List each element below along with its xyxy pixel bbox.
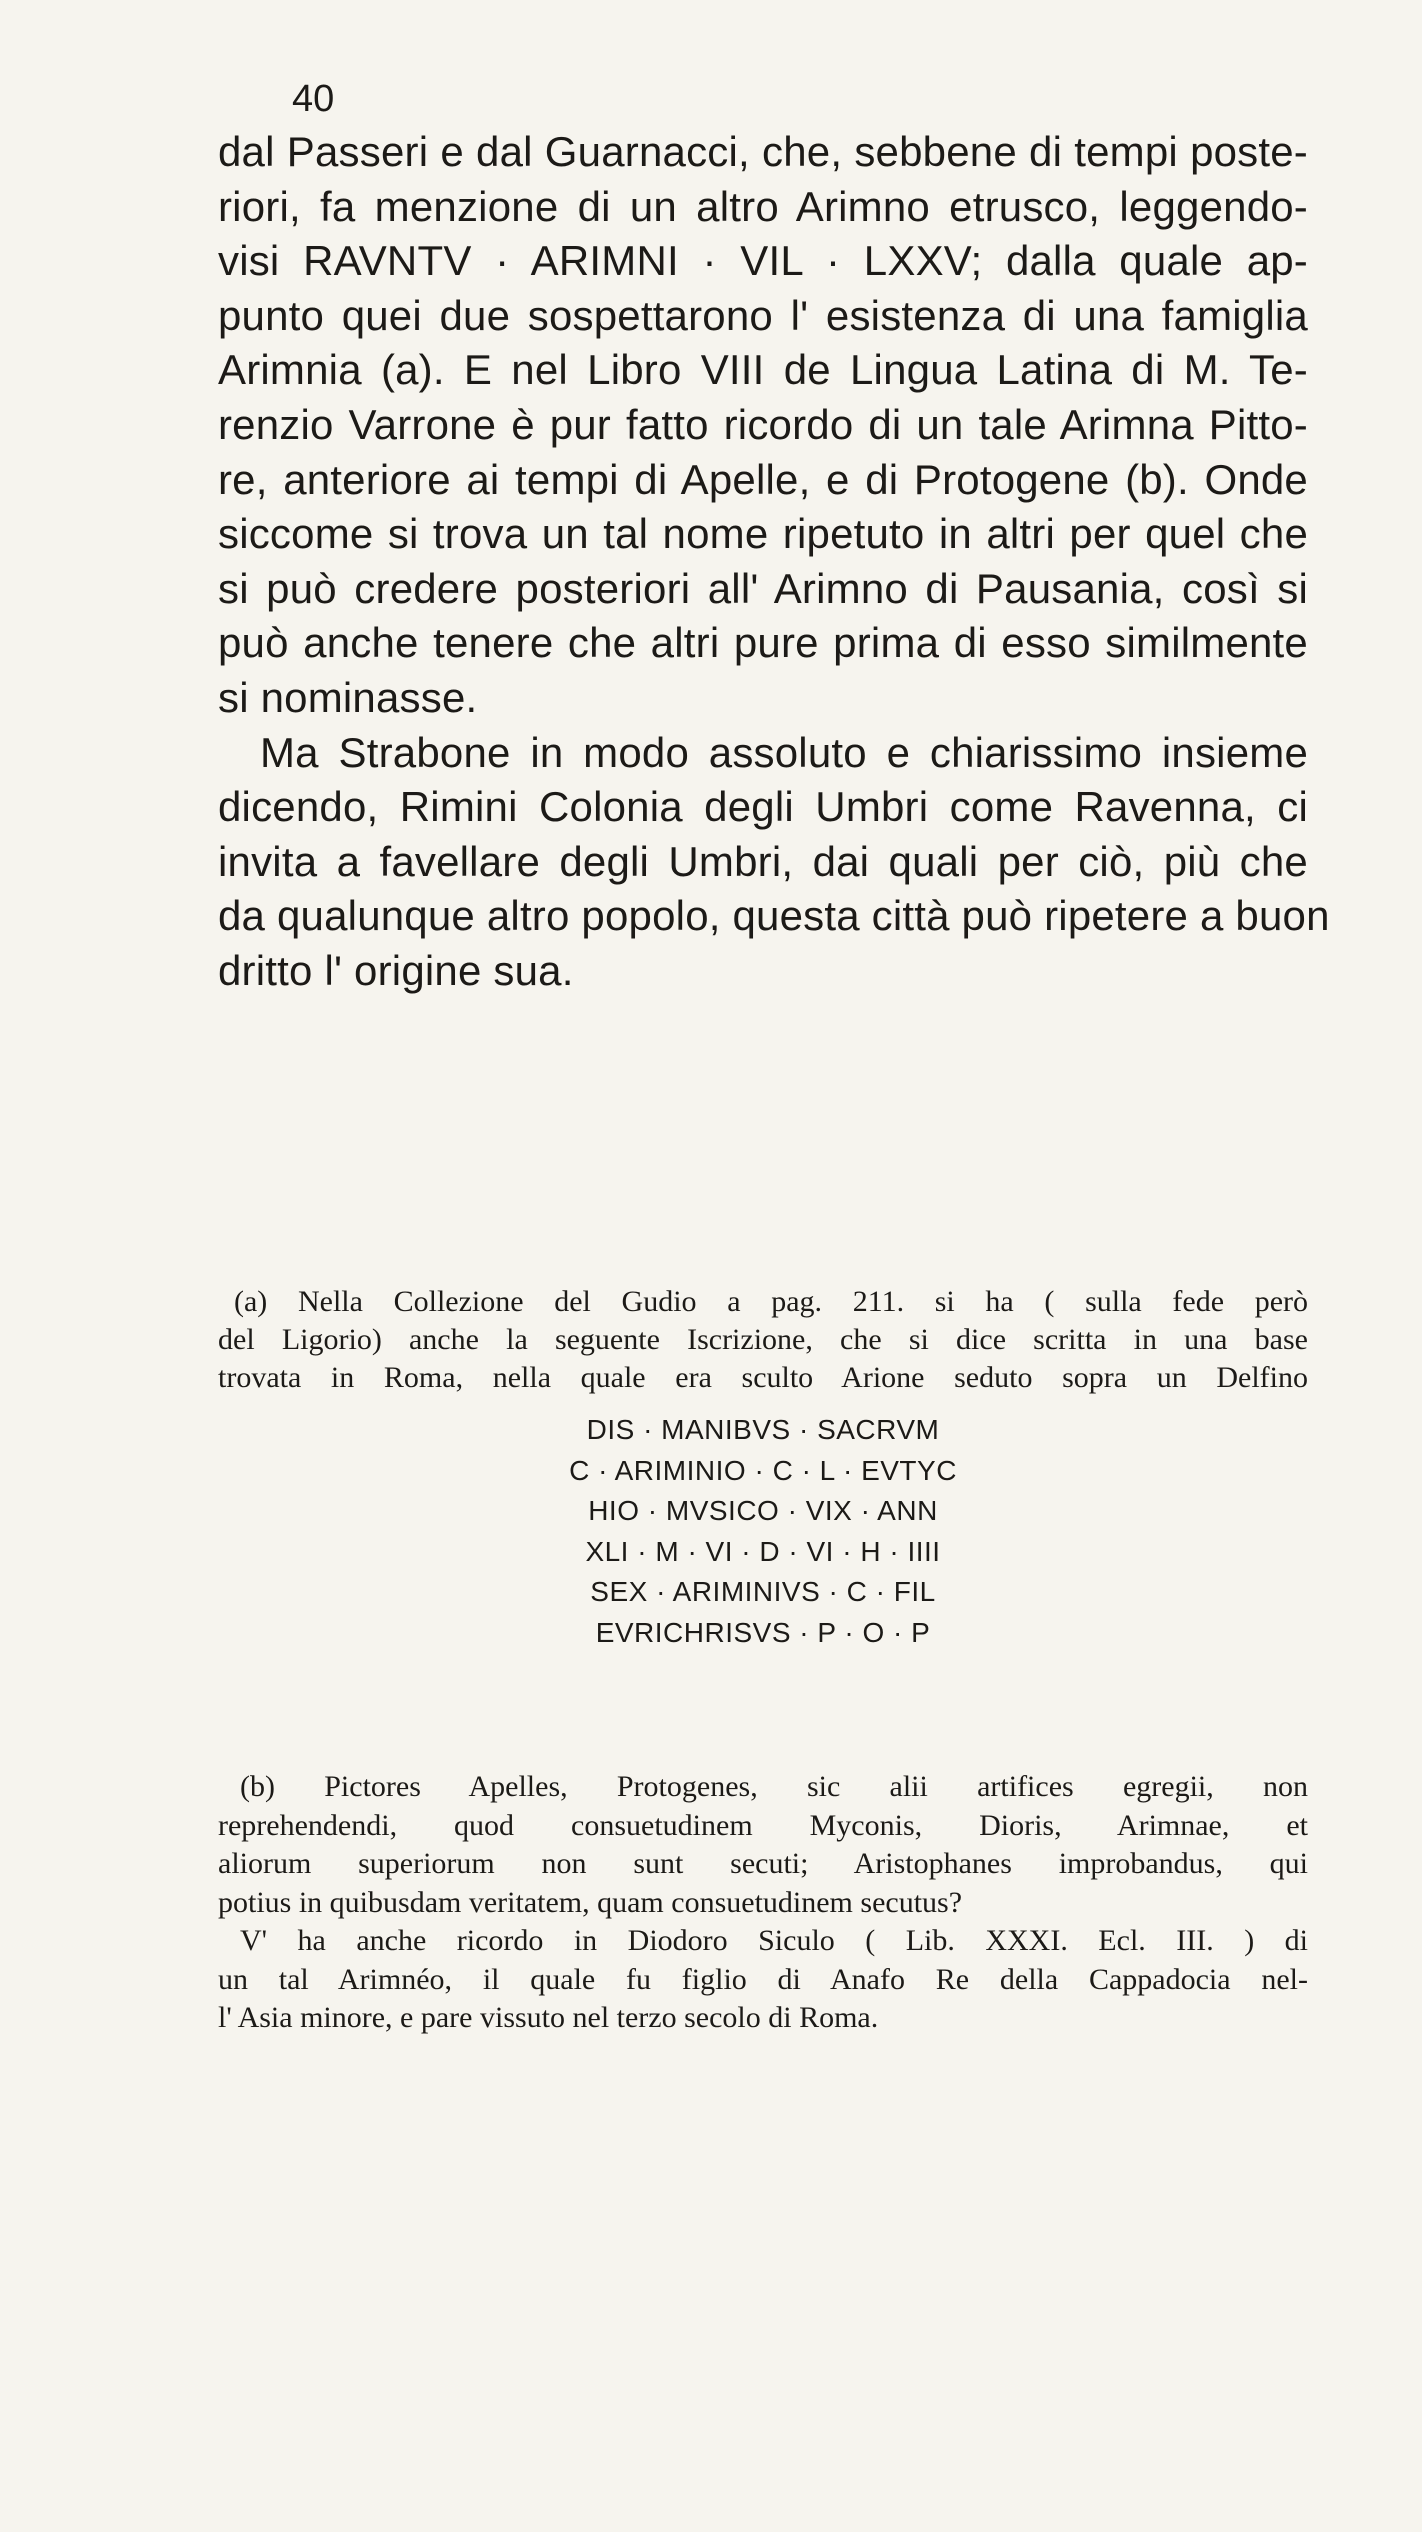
body-line: dicendo, Rimini Colonia degli Umbri come Ravenna, ci: [218, 783, 1308, 831]
footnote-line: (a) Nella Collezione del Gudio a pag. 211. si ha ( sulla fede però: [234, 1285, 1308, 1318]
body-line: si può credere posteriori all' Arimno di Pausania, così si: [218, 564, 1308, 612]
footnote-line: aliorum superiorum non sunt secuti; Aristophanes improbandus, qui: [218, 1847, 1308, 1880]
footnote-line: del Ligorio) anche la seguente Iscrizione, che si dice scritta in una base: [218, 1323, 1308, 1356]
inscription-line: EVRICHRISVS · P · O · P: [595, 1616, 931, 1648]
body-line: da qualunque altro popolo, questa città può ripetere a buon: [218, 892, 1330, 940]
main-text: [218, 125, 1330, 999]
inscription-line: DIS · MANIBVS · SACRVM: [586, 1414, 940, 1445]
body-line: riori, fa menzione di un altro Arimno etrusco, leggendo-: [218, 182, 1308, 230]
body-line: invita a favellare degli Umbri, dai quali per ciò, più che: [218, 837, 1308, 885]
footnote-b: [218, 1768, 1308, 2038]
body-line: punto quei due sospettarono l' esistenza di una famiglia: [218, 291, 1308, 339]
footnote-line: V' ha anche ricordo in Diodoro Siculo ( Lib. XXXI. Ecl. III. ) di: [240, 1924, 1308, 1957]
body-line: siccome si trova un tal nome ripetuto in altri per quel che: [218, 510, 1308, 558]
footnote-line: un tal Arimnéo, il quale fu figlio di Anafo Re della Cappadocia nel-: [218, 1962, 1308, 1996]
latin-inscription: [218, 1410, 1308, 1653]
inscription-line: SEX · ARIMINIVS · C · FIL: [590, 1576, 936, 1607]
footnote-line: l' Asia minore, e pare vissuto nel terzo secolo di Roma.: [218, 2001, 879, 2034]
inscription-line: XLI · M · VI · D · VI · H · IIII: [585, 1535, 941, 1567]
footnote-line: potius in quibusdam veritatem, quam consuetudinem secutus?: [218, 1885, 963, 1919]
footnote-a: [218, 1283, 1308, 1397]
body-line: visi RAVNTV · ARIMNI · VIL · LXXV; dalla quale ap-: [218, 237, 1308, 285]
inscription-line: HIO · MVSICO · VIX · ANN: [588, 1495, 938, 1526]
body-line: si nominasse.: [218, 673, 478, 721]
footnote-line: reprehendendi, quod consuetudinem Myconis, Dioris, Arimnae, et: [218, 1808, 1308, 1842]
footnote-line: trovata in Roma, nella quale era sculto Arione seduto sopra un Delfino: [218, 1361, 1308, 1394]
page-number: 40: [292, 78, 335, 120]
body-line: Arimnia (a). E nel Libro VIII de Lingua Latina di M. Te-: [218, 346, 1308, 394]
body-line: può anche tenere che altri pure prima di esso similmente: [218, 619, 1308, 667]
inscription-line: C · ARIMINIO · C · L · EVTYC: [569, 1454, 957, 1486]
body-line: dritto l' origine sua.: [218, 946, 574, 994]
body-line: renzio Varrone è pur fatto ricordo di un tale Arimna Pitto-: [218, 400, 1308, 448]
body-line: dal Passeri e dal Guarnacci, che, sebbene di tempi poste-: [218, 128, 1308, 175]
body-line: Ma Strabone in modo assoluto e chiarissimo insieme: [260, 728, 1308, 776]
footnote-line: (b) Pictores Apelles, Protogenes, sic alii artifices egregii, non: [240, 1770, 1308, 1803]
body-line: re, anteriore ai tempi di Apelle, e di Protogene (b). Onde: [218, 455, 1308, 503]
